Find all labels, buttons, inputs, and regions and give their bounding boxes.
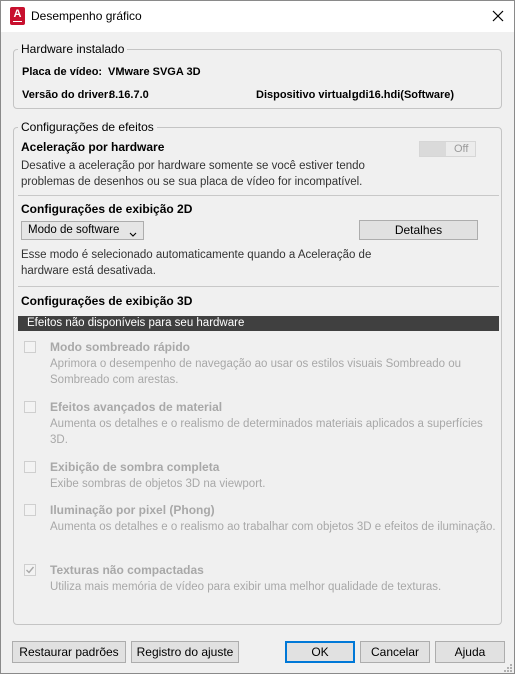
display-3d-title: Configurações de exibição 3D [21, 294, 193, 308]
option-title: Exibição de sombra completa [50, 460, 220, 474]
autocad-app-icon [10, 7, 25, 25]
restore-defaults-button[interactable] [12, 641, 126, 663]
effect-settings-label: Configurações de efeitos [18, 120, 157, 134]
divider [18, 286, 499, 287]
details-button-label: Detalhes [394, 223, 443, 237]
hardware-acceleration-description: Desative a aceleração por hardware somente se você estiver tendo problemas de desenhos ou se sua placa de vídeo for incompatível. [21, 160, 365, 188]
video-card-value: VMware SVGA 3D [108, 66, 201, 78]
display-2d-mode-select[interactable] [21, 221, 144, 240]
option-advanced-material-effects [24, 400, 499, 450]
virtual-device-label: Dispositivo virtual: [256, 89, 356, 101]
option-per-pixel-lighting [24, 503, 499, 553]
option-description: Exibe sombras de objetos 3D na viewport. [50, 478, 266, 490]
toggle-knob [420, 142, 446, 156]
help-button[interactable] [435, 641, 505, 663]
help-label: Ajuda [454, 645, 486, 659]
display-2d-mode-value: Modo de software [28, 224, 120, 236]
divider [18, 195, 499, 196]
chevron-down-icon [129, 227, 137, 241]
option-uncompressed-textures [24, 563, 499, 597]
restore-defaults-label: Restaurar padrões [19, 645, 119, 659]
option-title: Texturas não compactadas [50, 563, 204, 577]
installed-hardware-label: Hardware instalado [18, 42, 127, 56]
app-icon-letter: A [13, 8, 22, 20]
fast-shaded-mode-checkbox[interactable] [24, 341, 36, 353]
option-full-shadow-display [24, 460, 499, 494]
tuning-log-label: Registro do ajuste [136, 645, 234, 659]
option-description: Aprimora o desempenho de navegação ao usar os estilos visuais Sombreado ou Sombreado com arestas. [50, 358, 462, 386]
ok-button[interactable] [285, 641, 355, 663]
effects-unavailable-banner: Efeitos não disponíveis para seu hardware [18, 316, 499, 331]
cancel-label: Cancelar [370, 645, 420, 659]
video-card-label: Placa de vídeo: [22, 66, 103, 78]
toggle-state-label: Off [454, 143, 469, 155]
virtual-device-value: gdi16.hdi(Software) [352, 89, 455, 101]
driver-version-label: Versão do driver: [22, 89, 112, 101]
driver-version-value: 8.16.7.0 [109, 89, 149, 101]
ok-label: OK [311, 645, 329, 659]
per-pixel-lighting-checkbox[interactable] [24, 504, 36, 516]
option-description: Aumenta os detalhes e o realismo de determinados materiais aplicados a superfícies 3D. [50, 418, 483, 446]
full-shadow-display-checkbox[interactable] [24, 461, 36, 473]
option-title: Efeitos avançados de material [50, 400, 223, 414]
option-title: Modo sombreado rápido [50, 340, 191, 354]
tuning-log-button[interactable] [131, 641, 239, 663]
option-description: Utiliza mais memória de vídeo para exibir uma melhor qualidade de texturas. [50, 581, 442, 593]
cancel-button[interactable] [360, 641, 430, 663]
option-fast-shaded-mode [24, 340, 499, 390]
display-2d-description: Esse modo é selecionado automaticamente quando a Aceleração de hardware está desativada. [21, 249, 372, 277]
close-icon[interactable] [490, 7, 506, 25]
hardware-acceleration-title: Aceleração por hardware [21, 140, 165, 154]
option-description: Aumenta os detalhes e o realismo ao trabalhar com objetos 3D e efeitos de iluminação. [50, 521, 496, 533]
resize-grip-icon[interactable] [503, 662, 513, 672]
option-title: Iluminação por pixel (Phong) [50, 503, 215, 517]
checkmark-icon [25, 565, 35, 575]
uncompressed-textures-checkbox[interactable] [24, 564, 36, 576]
title-bar [1, 1, 514, 32]
display-2d-title: Configurações de exibição 2D [21, 202, 193, 216]
window-title: Desempenho gráfico [31, 9, 142, 23]
advanced-material-effects-checkbox[interactable] [24, 401, 36, 413]
details-button[interactable] [359, 220, 478, 240]
hardware-acceleration-toggle[interactable] [419, 141, 476, 157]
